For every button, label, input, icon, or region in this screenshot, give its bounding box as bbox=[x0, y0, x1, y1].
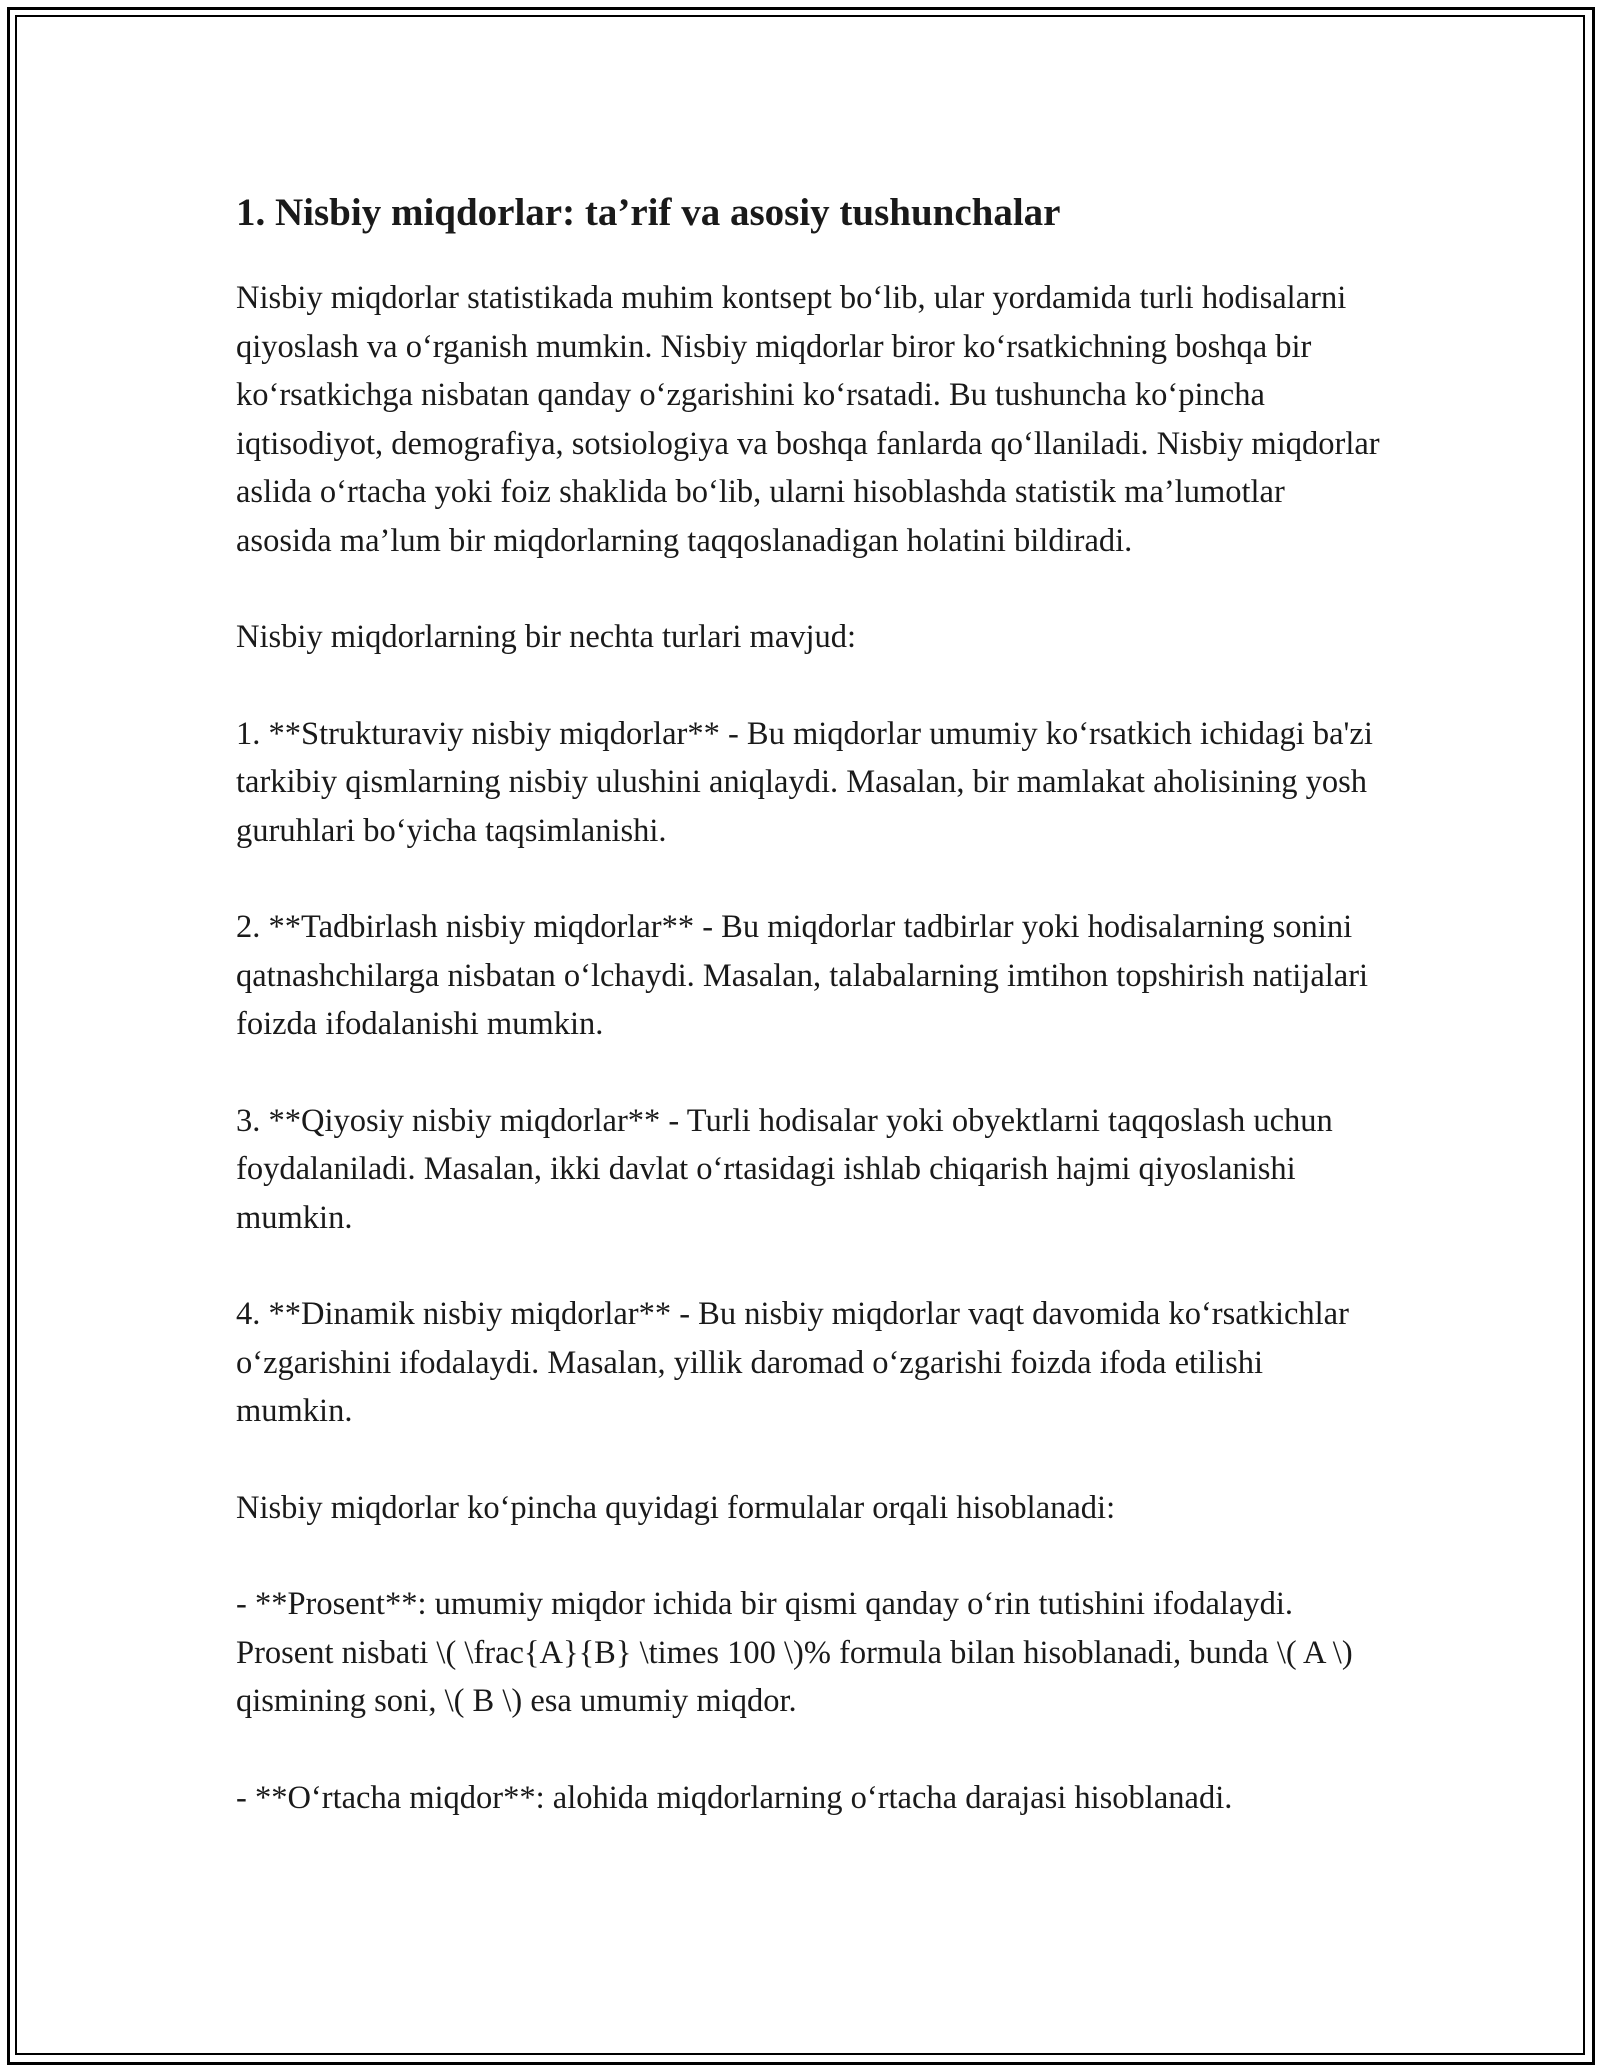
bullet-average: - **O‘rtacha miqdor**: alohida miqdorlarning o‘rtacha darajasi hisoblanadi. bbox=[236, 1779, 1233, 1816]
paragraph-formulas-intro: Nisbiy miqdorlar ko‘pincha quyidagi formulalar orqali hisoblanadi: bbox=[236, 1489, 1116, 1526]
section-heading: 1. Nisbiy miqdorlar: ta’rif va asosiy tushunchalar bbox=[236, 191, 1061, 234]
document-body bbox=[236, 185, 1386, 1870]
list-item-dynamic: 4. **Dinamik nisbiy miqdorlar** - Bu nisbiy miqdorlar vaqt davomida ko‘rsatkichlar o‘zgarishini ifodalaydi. Masalan, yillik daromad o‘zgarishi foizda ifoda etilishi mumkin. bbox=[236, 1296, 1349, 1429]
list-item-event: 2. **Tadbirlash nisbiy miqdorlar** - Bu miqdorlar tadbirlar yoki hodisalarning sonini qatnashchilarga nisbatan o‘lchaydi. Masalan, talabalarning imtihon topshirish natijalari foizda ifodalanishi mumkin. bbox=[236, 909, 1369, 1042]
paragraph-types-intro: Nisbiy miqdorlarning bir nechta turlari mavjud: bbox=[236, 619, 857, 655]
paragraph-intro: Nisbiy miqdorlar statistikada muhim kontsept bo‘lib, ular yordamida turli hodisalarni qiyoslash va o‘rganish mumkin. Nisbiy miqdorlar biror ko‘rsatkichning boshqa bir ko‘rsatkichga nisbatan qanday o‘zgarishini ko‘rsatadi. Bu tushuncha ko‘pincha iqtisodiyot, demografiya, sotsiologiya va boshqa fanlarda qo‘llaniladi. Nisbiy miqdorlar aslida o‘rtacha yoki foiz shaklida bo‘lib, ularni hisoblashda statistik ma’lumotlar asosida ma’lum bir miqdorlarning taqqoslanadigan holatini bildiradi. bbox=[236, 280, 1380, 559]
list-item-structural: 1. **Strukturaviy nisbiy miqdorlar** - Bu miqdorlar umumiy ko‘rsatkich ichidagi ba'zi tarkibiy qismlarning nisbiy ulushini aniqlaydi. Masalan, bir mamlakat aholisining yosh guruhlari bo‘yicha taqsimlanishi. bbox=[236, 715, 1373, 849]
bullet-percent: - **Prosent**: umumiy miqdor ichida bir qismi qanday o‘rin tutishini ifodalaydi. Prosent nisbati \( \frac{A}{B} \times 100 \)% formula bilan hisoblanadi, bunda \( A \) qismining soni, \( B \) esa umumiy miqdor. bbox=[236, 1586, 1353, 1719]
list-item-comparative: 3. **Qiyosiy nisbiy miqdorlar** - Turli hodisalar yoki obyektlarni taqqoslash uchun foydalaniladi. Masalan, ikki davlat o‘rtasidagi ishlab chiqarish hajmi qiyoslanishi mumkin. bbox=[236, 1102, 1333, 1236]
